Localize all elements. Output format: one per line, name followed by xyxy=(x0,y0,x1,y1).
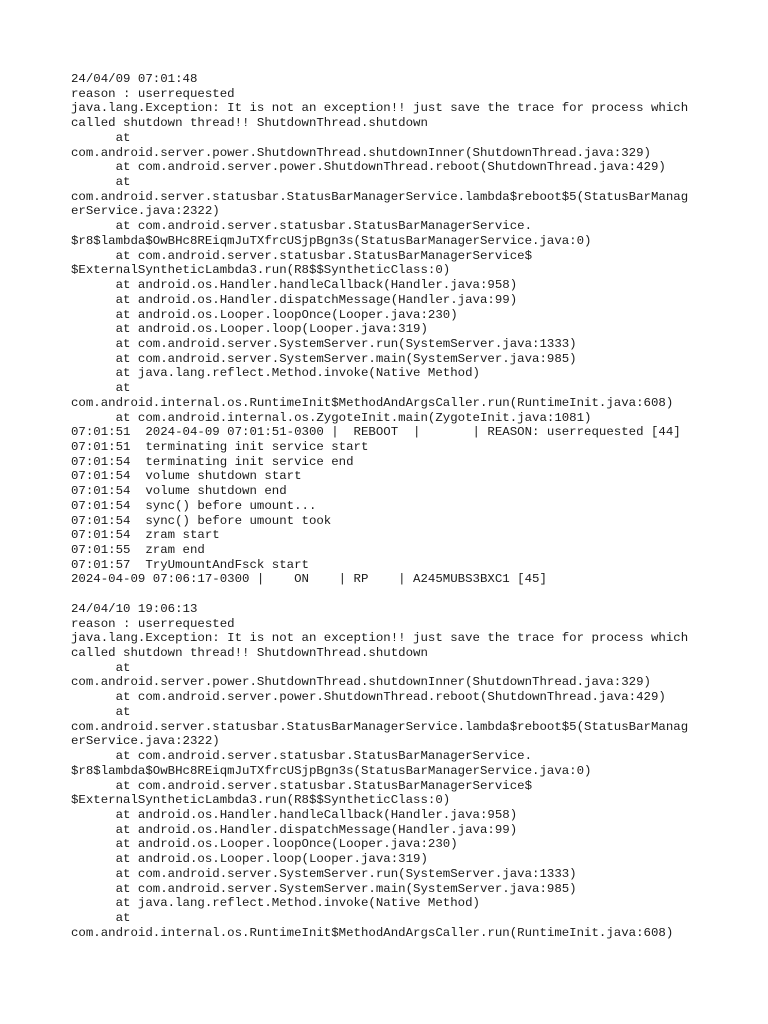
log-line: $ExternalSyntheticLambda3.run(R8$$SyntheticClass:0) xyxy=(71,793,451,808)
log-line: at android.os.Looper.loop(Looper.java:319) xyxy=(71,852,428,867)
log-line: at xyxy=(71,175,131,190)
log-line: erService.java:2322) xyxy=(71,734,220,749)
log-line: 07:01:54 volume shutdown start xyxy=(71,469,302,484)
log-line: at xyxy=(71,381,131,396)
log-line: $r8$lambda$OwBHc8REiqmJuTXfrcUSjpBgn3s(StatusBarManagerService.java:0) xyxy=(71,233,592,248)
log-line: at xyxy=(71,130,131,145)
log-line: $r8$lambda$OwBHc8REiqmJuTXfrcUSjpBgn3s(StatusBarManagerService.java:0) xyxy=(71,763,592,778)
log-line: reason : userrequested xyxy=(71,86,235,101)
log-line: 2024-04-09 07:06:17-0300 | ON | RP | A245MUBS3BXC1 [45] xyxy=(71,572,547,587)
log-line: $ExternalSyntheticLambda3.run(R8$$SyntheticClass:0) xyxy=(71,263,451,278)
log-line: at com.android.server.statusbar.StatusBarManagerService. xyxy=(71,219,533,234)
log-line: at xyxy=(71,704,131,719)
log-line: reason : userrequested xyxy=(71,616,235,631)
log-line: at com.android.internal.os.ZygoteInit.main(ZygoteInit.java:1081) xyxy=(71,410,592,425)
log-line: at com.android.server.power.ShutdownThread.reboot(ShutdownThread.java:429) xyxy=(71,160,666,175)
log-line: at java.lang.reflect.Method.invoke(Native Method) xyxy=(71,366,480,381)
log-line: at com.android.server.statusbar.StatusBarManagerService$ xyxy=(71,248,533,263)
log-line: com.android.server.statusbar.StatusBarManagerService.lambda$reboot$5(StatusBarManag xyxy=(71,719,689,734)
log-line: 07:01:54 volume shutdown end xyxy=(71,484,287,499)
log-line: 24/04/10 19:06:13 xyxy=(71,601,198,616)
log-line: 07:01:54 terminating init service end xyxy=(71,454,354,469)
log-line: 07:01:54 zram start xyxy=(71,528,220,543)
log-line: at com.android.server.statusbar.StatusBarManagerService$ xyxy=(71,778,533,793)
log-line: at java.lang.reflect.Method.invoke(Native Method) xyxy=(71,896,480,911)
log-line: at com.android.server.SystemServer.main(SystemServer.java:985) xyxy=(71,881,577,896)
log-line: com.android.internal.os.RuntimeInit$MethodAndArgsCaller.run(RuntimeInit.java:608) xyxy=(71,395,674,410)
log-line: at com.android.server.SystemServer.main(SystemServer.java:985) xyxy=(71,351,577,366)
log-line: at com.android.server.SystemServer.run(SystemServer.java:1333) xyxy=(71,336,577,351)
log-line: com.android.server.power.ShutdownThread.shutdownInner(ShutdownThread.java:329) xyxy=(71,145,651,160)
log-line: 24/04/09 07:01:48 xyxy=(71,72,198,86)
log-line: java.lang.Exception: It is not an exception!! just save the trace for process which xyxy=(71,631,689,646)
log-line: 07:01:54 sync() before umount took xyxy=(71,513,332,528)
log-line xyxy=(71,587,711,602)
log-line: at android.os.Handler.handleCallback(Handler.java:958) xyxy=(71,807,518,822)
log-line: at com.android.server.SystemServer.run(SystemServer.java:1333) xyxy=(71,866,577,881)
log-line: 07:01:54 sync() before umount... xyxy=(71,498,317,513)
log-line: 07:01:51 terminating init service start xyxy=(71,439,369,454)
log-line: com.android.internal.os.RuntimeInit$MethodAndArgsCaller.run(RuntimeInit.java:608) xyxy=(71,925,674,940)
log-line: at xyxy=(71,660,131,675)
log-line: java.lang.Exception: It is not an exception!! just save the trace for process which xyxy=(71,101,689,116)
log-document xyxy=(71,72,711,940)
log-line: 07:01:57 TryUmountAndFsck start xyxy=(71,557,309,572)
log-line: called shutdown thread!! ShutdownThread.shutdown xyxy=(71,646,428,661)
log-line: at com.android.server.power.ShutdownThread.reboot(ShutdownThread.java:429) xyxy=(71,690,666,705)
log-line: at xyxy=(71,910,131,925)
log-line: at android.os.Looper.loopOnce(Looper.java:230) xyxy=(71,307,458,322)
log-line: erService.java:2322) xyxy=(71,204,220,219)
log-line: com.android.server.statusbar.StatusBarManagerService.lambda$reboot$5(StatusBarManag xyxy=(71,189,689,204)
log-line: at android.os.Looper.loopOnce(Looper.java:230) xyxy=(71,837,458,852)
log-line: 07:01:55 zram end xyxy=(71,543,205,557)
log-line: at android.os.Looper.loop(Looper.java:319) xyxy=(71,322,428,337)
log-line: com.android.server.power.ShutdownThread.shutdownInner(ShutdownThread.java:329) xyxy=(71,675,651,690)
log-line: at android.os.Handler.handleCallback(Handler.java:958) xyxy=(71,278,518,293)
log-line: at com.android.server.statusbar.StatusBarManagerService. xyxy=(71,749,533,764)
log-line: called shutdown thread!! ShutdownThread.shutdown xyxy=(71,116,428,131)
log-line: at android.os.Handler.dispatchMessage(Handler.java:99) xyxy=(71,822,518,837)
log-line: at android.os.Handler.dispatchMessage(Handler.java:99) xyxy=(71,292,518,307)
log-line: 07:01:51 2024-04-09 07:01:51-0300 | REBOOT | | REASON: userrequested [44] xyxy=(71,425,681,440)
